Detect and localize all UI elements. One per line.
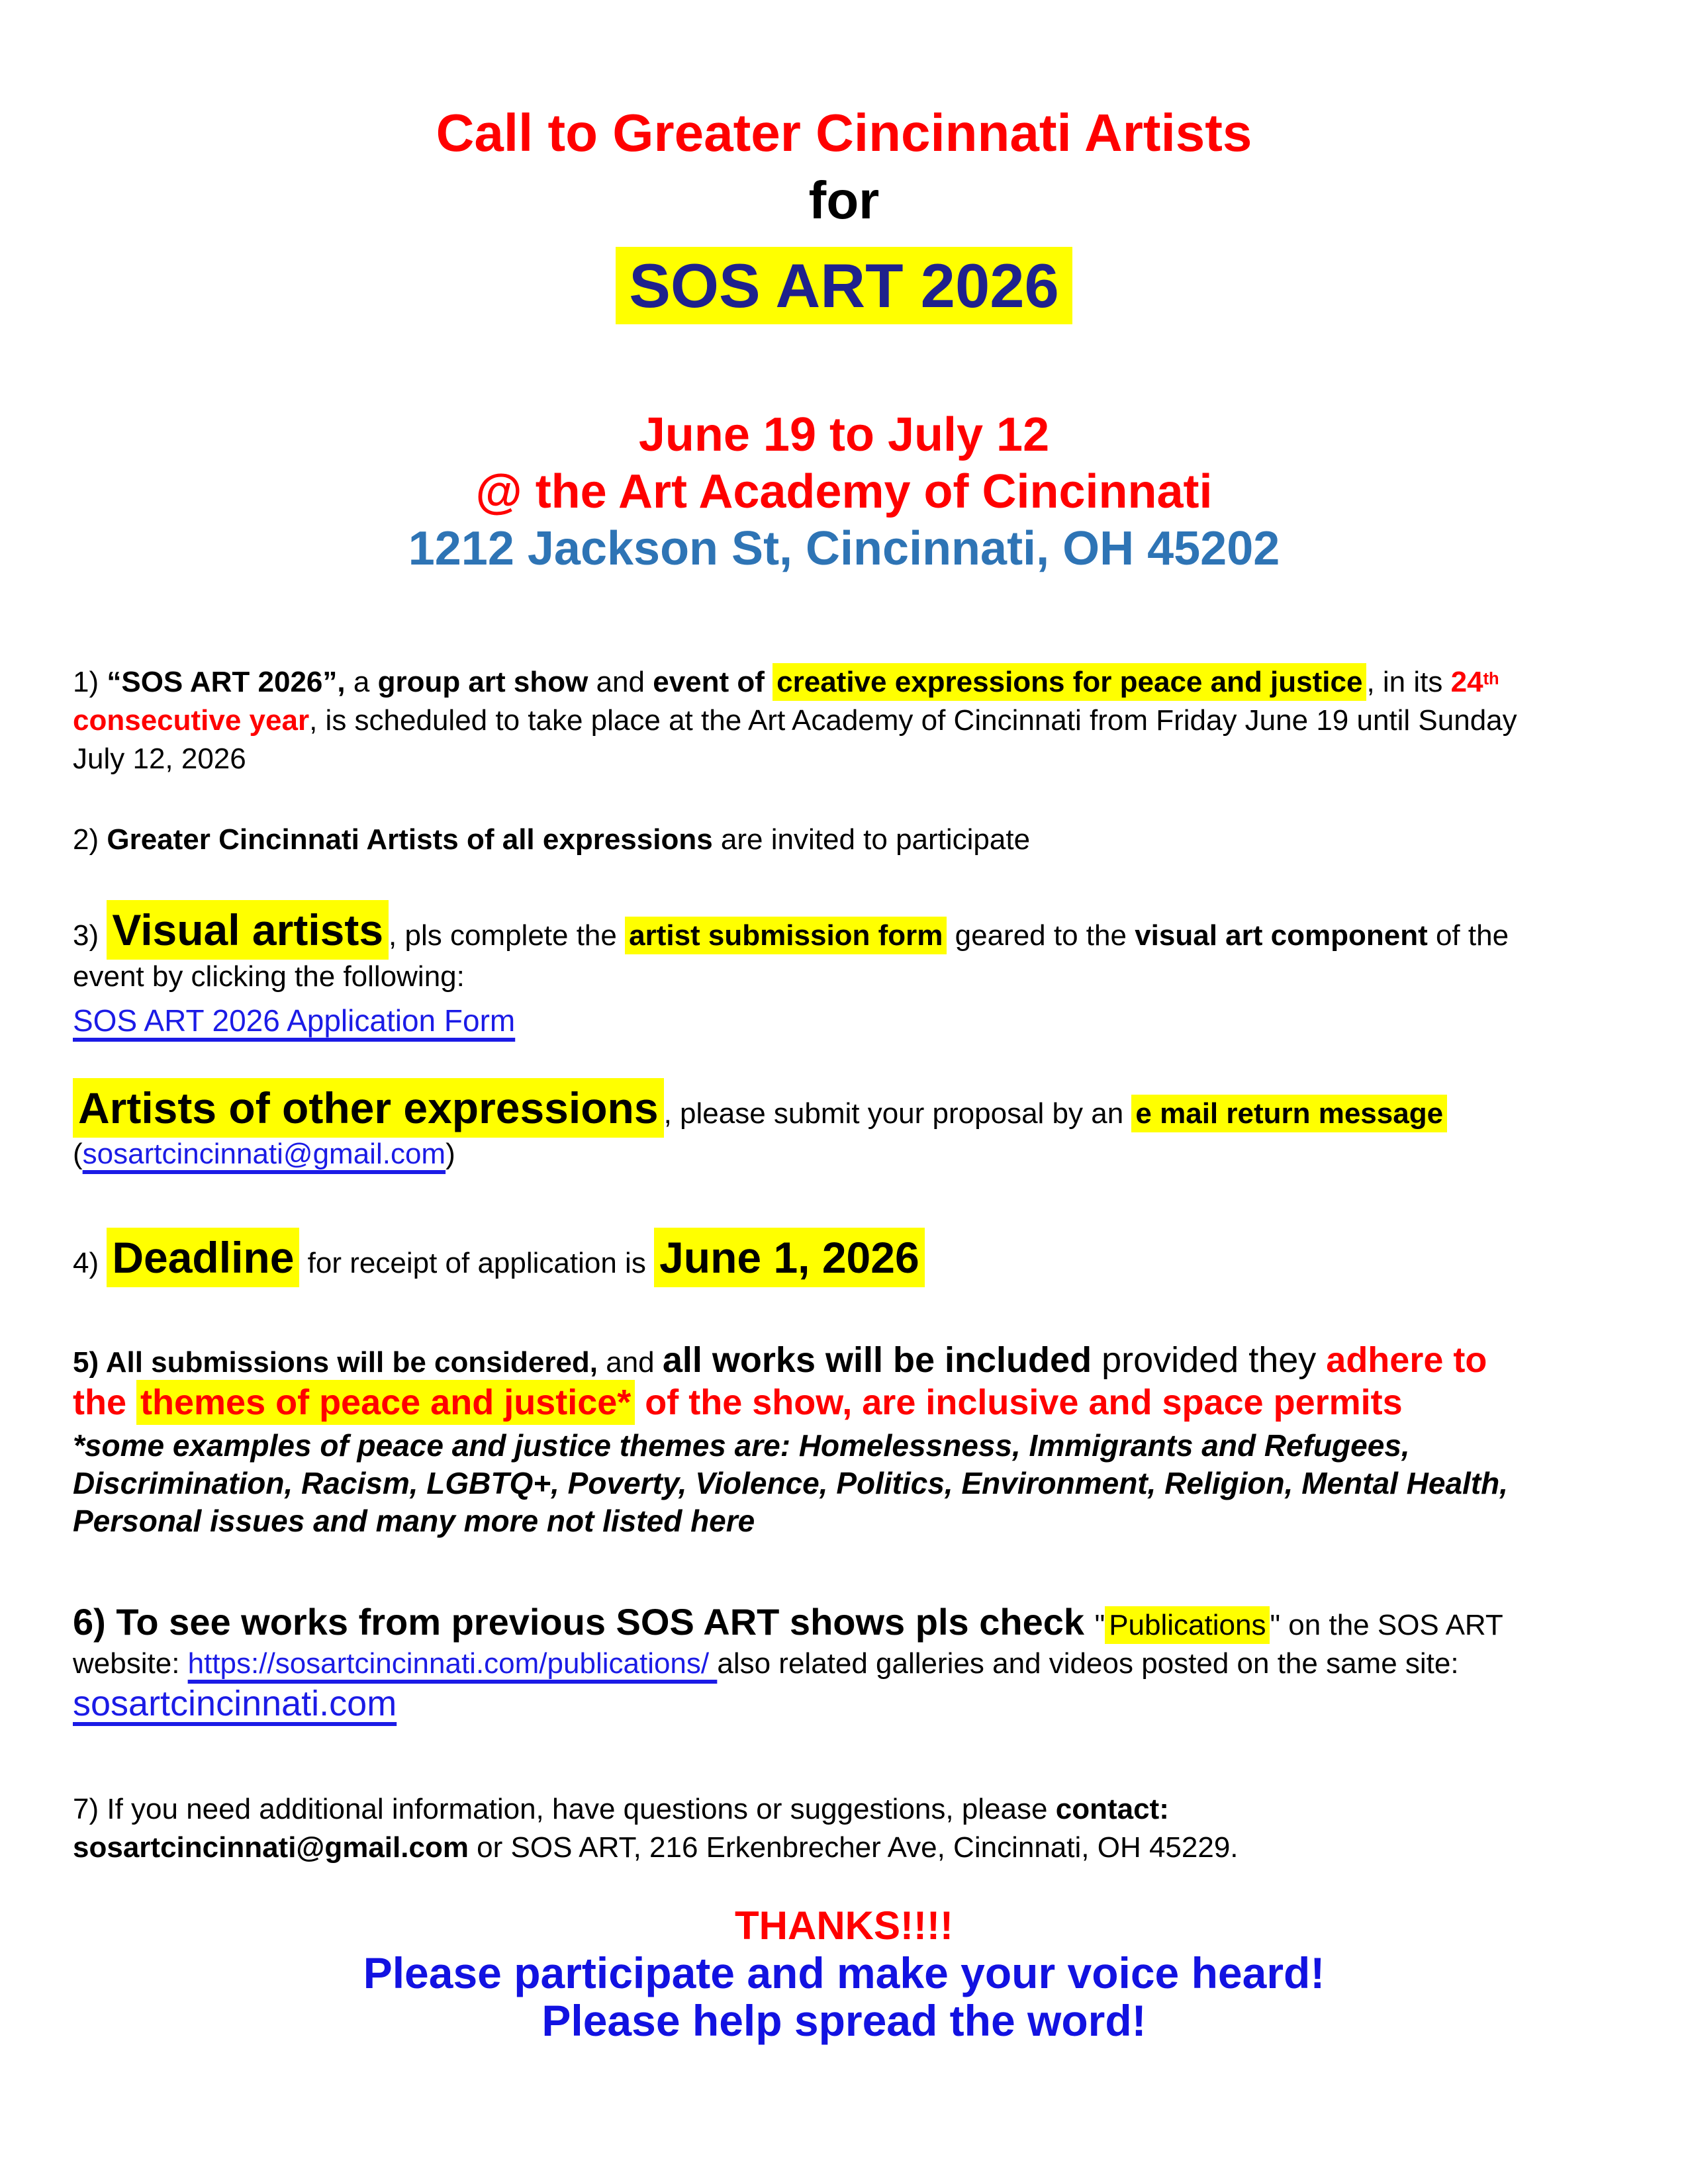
event-name-highlight: SOS ART 2026 (616, 247, 1072, 324)
text-segment: geared to the (947, 919, 1135, 952)
event-date-range: June 19 to July 12 (638, 408, 1050, 461)
thanks-line: THANKS!!!! (735, 1903, 953, 1948)
flyer-title: Call to Greater Cincinnati Artists (436, 103, 1252, 162)
highlight-themes-peace-justice: themes of peace and justice* (136, 1380, 635, 1425)
highlight-creative-expressions: creative expressions for peace and justice (773, 663, 1366, 701)
text-segment: 2) (73, 823, 107, 856)
event-title-mention: “SOS ART 2026”, (107, 666, 346, 698)
text-segment: , pls complete the (389, 919, 626, 952)
text-segment: for receipt of application is (299, 1247, 655, 1279)
text-segment: and (598, 1345, 663, 1379)
paragraph-6-previous-shows (73, 1600, 1523, 1725)
text-segment: 1) (73, 666, 107, 698)
greater-cincinnati-artists-emphasis: Greater Cincinnati Artists of all expressions (107, 823, 713, 856)
site-link[interactable]: sosartcincinnati.com (73, 1683, 397, 1723)
consecutive-year-number: 24 (1450, 666, 1483, 698)
text-segment: 7) If you need additional information, have questions or suggestions, please (73, 1792, 1056, 1825)
paragraph-4-deadline (73, 1230, 1523, 1285)
highlight-deadline: Deadline (107, 1228, 299, 1287)
flyer-footer (0, 1903, 1688, 2044)
text-segment: , please submit your proposal by an (663, 1097, 1132, 1130)
text-segment: ( (73, 1138, 83, 1170)
text-segment: provided they (1092, 1340, 1327, 1380)
event-name-line (0, 245, 1688, 345)
visual-art-component-emphasis: visual art component (1135, 919, 1428, 952)
all-submissions-emphasis: 5) All submissions will be considered, (73, 1345, 598, 1379)
text-segment: , in its (1366, 666, 1451, 698)
text-segment: or SOS ART, 216 Erkenbrecher Ave, Cincinnati, OH 45229. (468, 1831, 1239, 1864)
highlight-publications: Publications (1105, 1606, 1270, 1644)
adhere-themes-emphasis: adhere to the (73, 1340, 1487, 1422)
text-segment: and (588, 666, 653, 698)
email-link[interactable]: sosartcincinnati@gmail.com (82, 1138, 446, 1170)
all-works-included-emphasis: all works will be included (662, 1340, 1092, 1380)
spread-word-line: Please help spread the word! (541, 1995, 1147, 2045)
paragraph-2-invitation (73, 821, 1523, 859)
consecutive-year-emphasis: consecutive year (73, 704, 310, 737)
participate-line: Please participate and make your voice heard! (363, 1948, 1325, 1997)
application-form-link[interactable]: SOS ART 2026 Application Form (73, 1003, 516, 1038)
group-art-show-emphasis: group art show (377, 666, 588, 698)
paragraph-7-contact (73, 1790, 1523, 1867)
superscript-th: th (1483, 669, 1499, 688)
event-details-block (0, 406, 1688, 577)
inclusive-space-permits-emphasis: of the show, are inclusive and space permits (635, 1382, 1403, 1422)
themes-examples-note: *some examples of peace and justice themes are: Homelessness, Immigrants and Refugees, Discrimination, Racism, LGBTQ+, Poverty, Violence, Politics, Environment, Religion, Mental Health, Personal issues and many more not listed here (73, 1428, 1509, 1538)
text-segment: are invited to participate (712, 823, 1031, 856)
paragraph-3-visual-artists (73, 903, 1523, 996)
text-segment: also related galleries and videos posted on the same site: (717, 1647, 1459, 1680)
flyer-body (0, 663, 1688, 1867)
contact-info-emphasis: contact: sosartcincinnati@gmail.com (73, 1792, 1169, 1864)
text-segment: 4) (73, 1247, 107, 1279)
text-segment: ) (445, 1138, 455, 1170)
event-venue: @ the Art Academy of Cincinnati (475, 465, 1213, 518)
publications-url-link[interactable]: https://sosartcincinnati.com/publications/ (187, 1647, 718, 1680)
event-address: 1212 Jackson St, Cincinnati, OH 45202 (408, 522, 1280, 575)
highlight-deadline-date: June 1, 2026 (654, 1228, 925, 1287)
flyer-subtitle-for: for (808, 171, 880, 230)
text-segment: " (1094, 1608, 1105, 1641)
text-segment: of the event by clicking the following: (73, 919, 1509, 993)
previous-shows-emphasis: 6) To see works from previous SOS ART shows pls check (73, 1600, 1095, 1643)
paragraph-1-show-description (73, 663, 1523, 778)
paragraph-5-submissions (73, 1340, 1523, 1424)
flyer-header (0, 99, 1688, 577)
text-segment: , is scheduled to take place at the Art Academy of Cincinnati from Friday June 19 until Sunday July 12, 2026 (73, 704, 1517, 775)
highlight-visual-artists: Visual artists (107, 900, 389, 960)
highlight-submission-form: artist submission form (625, 917, 947, 954)
highlight-email-return-message: e mail return message (1131, 1095, 1447, 1132)
text-segment: " on the SOS ART website: (73, 1608, 1503, 1680)
paragraph-other-expressions (73, 1081, 1523, 1174)
application-form-link-line (73, 1001, 1523, 1041)
highlight-artists-other-expressions: Artists of other expressions (73, 1078, 664, 1138)
text-segment: 3) (73, 919, 107, 952)
event-of-emphasis: event of (653, 666, 773, 698)
text-segment: a (345, 666, 378, 698)
